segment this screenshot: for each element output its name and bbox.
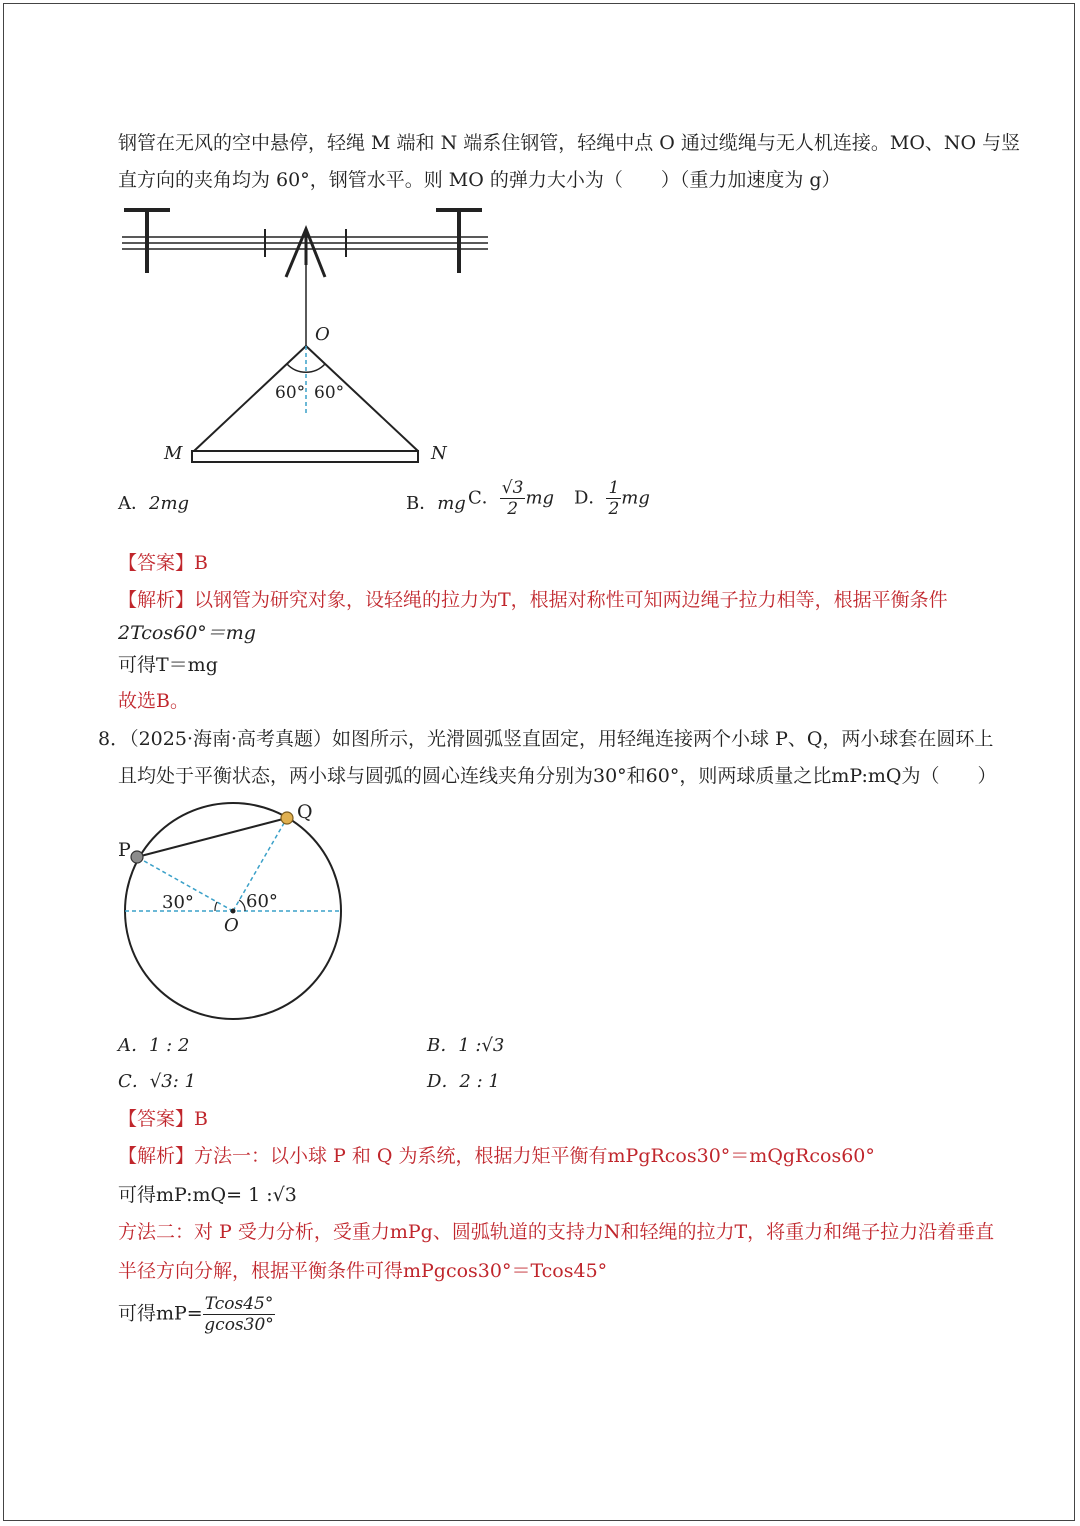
q7-analysis-line-4: 故选B。: [118, 690, 189, 712]
q8-option-d[interactable]: D．2 : 1: [427, 1071, 500, 1092]
q7-answer: 【答案】B: [118, 552, 208, 574]
label-p: P: [118, 839, 131, 861]
q7-analysis-line-3: 可得T＝mg: [118, 654, 218, 676]
q7-option-c-fraction: [500, 478, 526, 519]
label-angle-30: 30°: [162, 892, 194, 913]
q7-option-c-numerator: √3: [501, 478, 524, 498]
ball-q: [281, 812, 293, 824]
q8-analysis-line-4: 半径方向分解，根据平衡条件可得mPgcos30°＝Tcos45°: [118, 1260, 608, 1282]
q7-option-d-tail: mg: [621, 487, 650, 509]
q8-analysis-line-3: 方法二：对 P 受力分析，受重力mPg、圆弧轨道的支持力N和轻绳的拉力T，将重力和绳子拉力沿着垂直: [118, 1221, 995, 1243]
label-n: N: [431, 443, 447, 464]
label-center-o: O: [224, 915, 239, 936]
q8-stem-line-2: 且均处于平衡状态，两小球与圆弧的圆心连线夹角分别为30°和60°，则两球质量之比mP:mQ为（ ）: [118, 765, 997, 787]
q7-stem-line-1: 钢管在无风的空中悬停，轻绳 M 端和 N 端系住钢管，轻绳中点 O 通过缆绳与无人机连接。MO、NO 与竖: [118, 132, 1021, 154]
q7-option-d[interactable]: [574, 478, 650, 519]
q7-option-c-tail: mg: [525, 487, 555, 509]
q7-option-a-prefix: A．: [118, 493, 149, 514]
label-angle-60: 60°: [246, 891, 278, 912]
q8-option-c[interactable]: C．√3: 1: [118, 1071, 196, 1092]
q8-option-a[interactable]: A．1 : 2: [118, 1035, 190, 1056]
label-q: Q: [297, 801, 313, 823]
label-o: O: [315, 324, 330, 345]
q8-analysis-line-5-prefix: 可得mP=: [118, 1302, 203, 1325]
q8-stem-line-1: 8．（2025·海南·高考真题）如图所示，光滑圆弧竖直固定，用轻绳连接两个小球 P、Q，两小球套在圆环上: [98, 728, 994, 750]
q7-figure: [118, 205, 498, 470]
q7-analysis-line-1: 【解析】以钢管为研究对象，设轻绳的拉力为T，根据对称性可知两边绳子拉力相等，根据平衡条件: [118, 589, 948, 611]
ball-p: [131, 851, 143, 863]
q8-answer: 【答案】B: [118, 1108, 208, 1130]
q8-analysis-line-2: 可得mP:mQ= 1 :√3: [118, 1184, 297, 1206]
q7-stem-line-2: 直方向的夹角均为 60°，钢管水平。则 MO 的弹力大小为（ ）（重力加速度为 g）: [118, 169, 841, 191]
q8-analysis-line-1: 【解析】方法一：以小球 P 和 Q 为系统，根据力矩平衡有mPgRcos30°＝mQgRcos60°: [118, 1145, 875, 1167]
q7-option-c-denominator: 2: [507, 499, 519, 519]
q7-option-c[interactable]: [468, 478, 554, 519]
angle-arc-30: [215, 902, 217, 911]
q7-option-b[interactable]: [406, 492, 466, 516]
q7-option-d-prefix: D．: [574, 487, 607, 509]
q7-analysis-line-2: 2Tcos60°＝mg: [118, 622, 256, 644]
q7-option-a[interactable]: [118, 492, 189, 516]
q8-option-b[interactable]: B．1 :√3: [427, 1035, 505, 1056]
q8-analysis-numerator: Tcos45°: [204, 1294, 274, 1314]
label-angle-right: 60°: [314, 383, 345, 403]
label-angle-left: 60°: [275, 383, 306, 403]
q8-analysis-fraction: [203, 1294, 276, 1335]
q7-option-b-text: mg: [437, 493, 466, 514]
q7-option-d-fraction: [606, 478, 621, 519]
angle-arc-60: [239, 900, 245, 911]
rope-pq: [137, 818, 287, 857]
steel-pipe: [192, 451, 418, 462]
q8-figure: [112, 800, 357, 1025]
q8-analysis-line-5: [118, 1294, 275, 1335]
q7-option-d-denominator: 2: [608, 499, 620, 519]
label-m: M: [164, 443, 183, 464]
q7-option-b-prefix: B．: [406, 493, 438, 514]
q7-option-c-prefix: C．: [468, 487, 500, 509]
q7-option-a-text: 2mg: [149, 493, 190, 514]
center-dot: [231, 909, 236, 914]
q7-option-d-numerator: 1: [608, 478, 620, 498]
q8-analysis-denominator: gcos30°: [204, 1315, 274, 1335]
